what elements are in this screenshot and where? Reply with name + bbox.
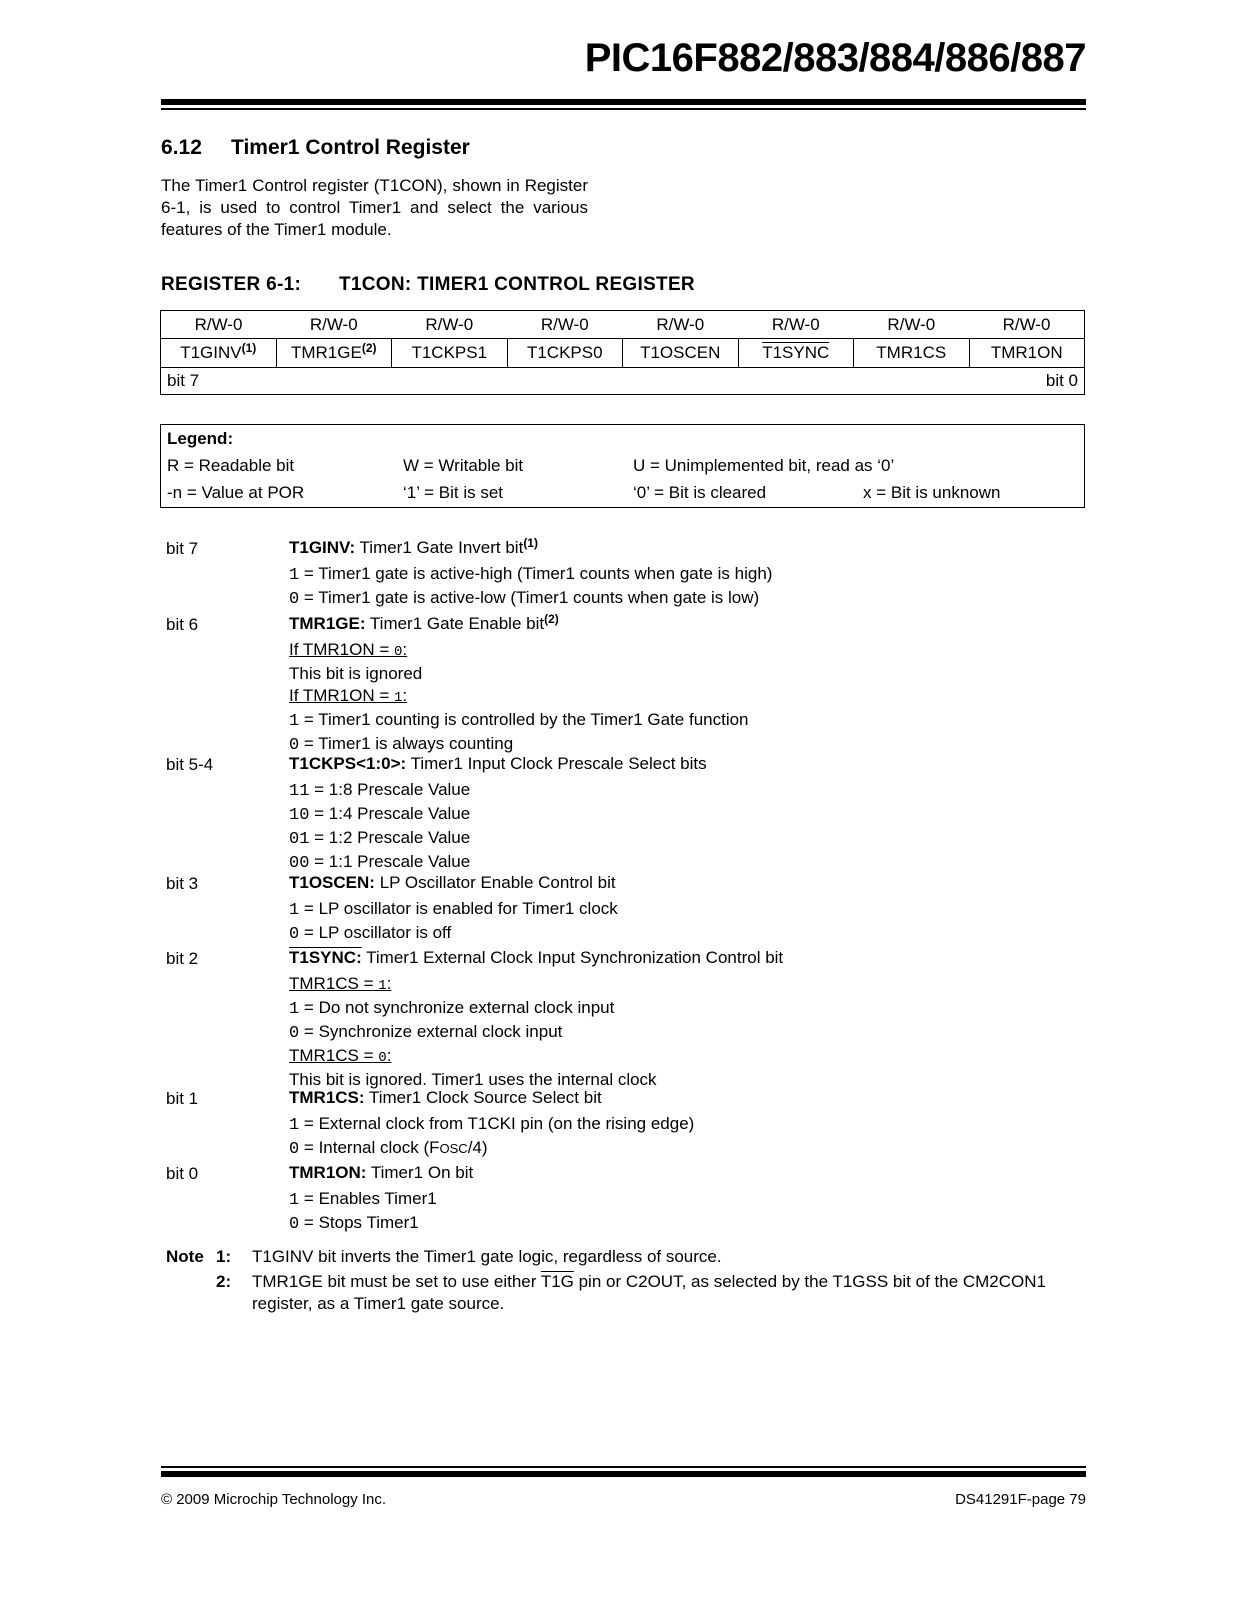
access-cell: R/W-0	[392, 311, 508, 339]
legend-box	[160, 424, 1085, 508]
legend-unimplemented: U = Unimplemented bit, read as ‘0’	[633, 456, 895, 475]
note-2-text: TMR1GE bit must be set to use either T1G pin or C2OUT, as selected by the T1GSS bit of the CM2CON1 register, as a Timer1 gate source.	[252, 1272, 1046, 1313]
bit-name-cell: T1CKPS0	[507, 339, 623, 368]
bit-label: bit 6	[166, 615, 199, 634]
bit-name-cell: TMR1ON	[969, 339, 1085, 368]
bit7-description: T1GINV: Timer1 Gate Invert bit$^{(1)}$ 1 = Timer1 gate is active-high (Timer1 counts when gate is high) 0 = Timer1 gate is active-low (Timer1 counts when gate is low)	[289, 536, 773, 609]
bit-high-label: bit 7	[161, 368, 623, 395]
note-2-key: 2:	[216, 1272, 232, 1291]
note-1-key: 1:	[216, 1247, 232, 1266]
bit-name-cell: T1SYNC	[738, 339, 854, 368]
bit1-description: TMR1CS: Timer1 Clock Source Select bit 1 = External clock from T1CKI pin (on the rising edge) 0 = Internal clock (FOSC/4)	[289, 1088, 695, 1159]
section-title: Timer1 Control Register	[231, 136, 470, 159]
bit0-description: TMR1ON: Timer1 On bit 1 = Enables Timer1 0 = Stops Timer1	[289, 1163, 474, 1234]
bit-label: bit 5-4	[166, 755, 214, 774]
access-cell: R/W-0	[507, 311, 623, 339]
bit-low-label: bit 0	[623, 368, 1085, 395]
register-table	[160, 310, 1085, 395]
header-rule-thick	[161, 99, 1086, 105]
bit-name-cell: TMR1CS	[854, 339, 970, 368]
bit-name-row	[161, 339, 1085, 368]
section-number: 6.12	[161, 136, 202, 159]
register-title: T1CON: TIMER1 CONTROL REGISTER	[339, 274, 695, 295]
bit6-description: TMR1GE: Timer1 Gate Enable bit$^{(2)}$ If TMR1ON = 0: This bit is ignored If TMR1ON = 1: 1 = Timer1 counting is controlled by the Timer1 Gate function 0 = Timer1 is always counting	[289, 612, 749, 755]
legend-writable: W = Writable bit	[403, 456, 524, 475]
access-cell: R/W-0	[854, 311, 970, 339]
bit-label: bit 1	[166, 1089, 199, 1108]
footer-rule-thick	[161, 1471, 1086, 1477]
bit-label: bit 0	[166, 1164, 199, 1183]
legend-readable: R = Readable bit	[167, 456, 295, 475]
footer-rule-thin	[161, 1466, 1086, 1468]
legend-set: ‘1’ = Bit is set	[403, 483, 503, 502]
legend-por: -n = Value at POR	[167, 483, 305, 502]
bit3-description: T1OSCEN: LP Oscillator Enable Control bit 1 = LP oscillator is enabled for Timer1 clock 0 = LP oscillator is off	[289, 873, 618, 944]
access-row	[161, 311, 1085, 339]
footer-page-number: DS41291F-page 79	[955, 1491, 1086, 1508]
legend-cleared: ‘0’ = Bit is cleared	[633, 483, 767, 502]
bit-name-cell: T1CKPS1	[392, 339, 508, 368]
access-cell: R/W-0	[276, 311, 392, 339]
access-cell: R/W-0	[969, 311, 1085, 339]
legend-title: Legend:	[167, 429, 234, 448]
bit5-4-description: T1CKPS<1:0>: Timer1 Input Clock Prescale Select bits 11 = 1:8 Prescale Value 10 = 1:4 Prescale Value 01 = 1:2 Prescale Value 00 = 1:1 Prescale Value	[289, 754, 707, 873]
note-1-text: T1GINV bit inverts the Timer1 gate logic, regardless of source.	[252, 1247, 722, 1266]
notes-block	[166, 1246, 1086, 1315]
bit-label: bit 2	[166, 949, 199, 968]
bit-name-cell: T1GINV$^{(1)}$	[161, 339, 277, 368]
document-title: PIC16F882/883/884/886/887	[584, 36, 1086, 80]
section-heading	[161, 136, 470, 160]
intro-paragraph: The Timer1 Control register (T1CON), shown in Register 6-1, is used to control Timer1 and select the various features of the Timer1 module.	[161, 176, 588, 239]
access-cell: R/W-0	[161, 311, 277, 339]
access-cell: R/W-0	[623, 311, 739, 339]
register-heading	[161, 274, 695, 296]
header-rule-thin	[161, 108, 1086, 110]
bit2-description: T1SYNC: Timer1 External Clock Input Synchronization Control bit TMR1CS = 1: 1 = Do not synchronize external clock input 0 = Synchronize external clock input TMR1CS = 0: This bit is ignored. Timer1 uses the internal clock	[289, 948, 784, 1089]
footer-copyright: © 2009 Microchip Technology Inc.	[161, 1491, 387, 1508]
legend-unknown: x = Bit is unknown	[863, 483, 1001, 502]
bit-name-cell: T1OSCEN	[623, 339, 739, 368]
bit-range-row	[161, 368, 1085, 395]
bit-name-cell: TMR1GE$^{(2)}$	[276, 339, 392, 368]
register-label: REGISTER 6-1:	[161, 274, 302, 295]
bit-label: bit 7	[166, 539, 199, 558]
note-label: Note	[166, 1247, 204, 1266]
bit-label: bit 3	[166, 874, 199, 893]
access-cell: R/W-0	[738, 311, 854, 339]
